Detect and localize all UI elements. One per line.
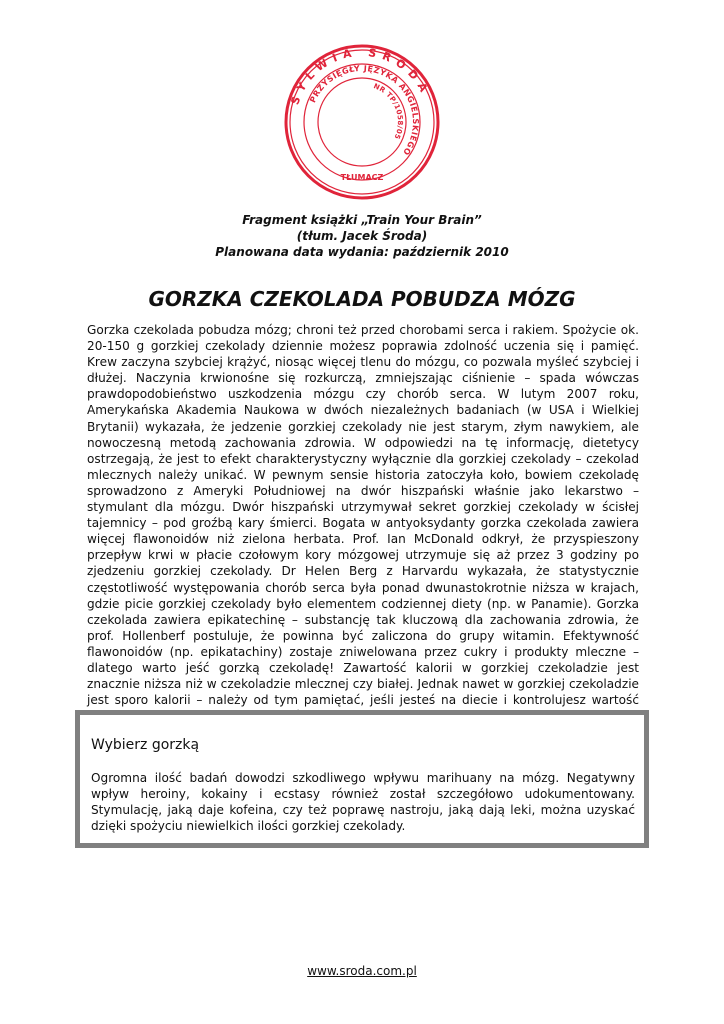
sidebar-box (75, 710, 649, 848)
stamp-middle-text: PRZYSIĘGŁY JĘZYKA ANGIELSKIEGO (308, 63, 421, 157)
sidebar-box-title: Wybierz gorzką (91, 737, 200, 753)
book-fragment-title: Fragment książki „Train Your Brain” (242, 213, 482, 227)
footer (0, 963, 724, 979)
article-body: Gorzka czekolada pobudza mózg; chroni też przed chorobami serca i rakiem. Spożycie ok. 20-150 g gorzkiej czekolady dziennie możesz poprawia zdolność uczenia się i pamięć. Krew zaczyna szybciej krążyć, niosąc więcej tlenu do mózgu, co pozwala myśleć szybciej i dłużej. Naczynia krwionośne się rozkurczą, zmniejszając ciśnienie – spada wówczas prawdopodobieństwo uszkodzenia mózgu czy chorób serca. W lutym 2007 roku, Amerykańska Akademia Naukowa w dwóch niezależnych badaniach (w USA i Wielkiej Brytanii) wykazała, że jedzenie gorzkiej czekolady nie jest starym, złym nawykiem, ale nowoczesną metodą zachowania zdrowia. W odpowiedzi na tę informację, dietetycy ostrzegają, że jest to efekt charakterystyczny wyłącznie dla gorzkiej czekolady – czekolad mlecznych należy unikać. W pewnym sensie historia zatoczyła koło, bowiem czekoladę sprowadzono z Ameryki Południowej na dwór hiszpański właśnie jako lekarstwo – stymulant dla mózgu. Dwór hiszpański utrzymywał sekret gorzkiej czekolady w ścisłej tajemnicy – pod groźbą kary śmierci. Bogata w antyoksydanty gorzka czekolada zawiera więcej flawonoidów niż zielona herbata. Prof. Ian McDonald odkrył, że przyspieszony przepływ krwi w płacie czołowym kory mózgowej utrzymuje się aż przez 3 godziny po zjedzeniu gorzkiej czekolady. Dr Helen Berg z Harvardu wykazała, że statystycznie częstotliwość występowania chorób serca była ponad dwunastokrotnie niższa w krajach, gdzie picie gorzkiej czekolady było elementem codziennej diety (np. w Panamie). Gorzka czekolada zawiera epikatechinę – substancję tak kluczową dla zachowania zdrowia, że prof. Hollenberf postuluje, że powinna być zaliczona do grupy witamin. Efektywność flawonoidów (np. epikatachiny) zostaje zniwelowana przez cukry i produkty mleczne – dlatego warto jeść gorzką czekoladę! Zawartość kalorii w gorzkiej czekoladzie jest znacznie niższa niż w czekoladzie mlecznej czy białej. Jednak nawet w gorzkiej czekoladzie jest sporo kalorii – należy od tym pamiętać, jeśli jesteś na diecie i kontrolujesz wartość (87, 323, 639, 708)
stamp-inner-text: NR TP/1058/05 (372, 82, 405, 141)
stamp-ring-4 (318, 78, 406, 166)
translator-credit: (tłum. Jacek Środa) (296, 229, 428, 243)
translator-seal-stamp (284, 44, 440, 200)
planned-release-date: Planowana data wydania: październik 2010 (215, 245, 509, 259)
book-fragment-info (0, 212, 724, 260)
stamp-bottom-text: TŁUMACZ (340, 173, 384, 182)
website-link[interactable]: www.sroda.com.pl (307, 964, 417, 978)
sidebar-box-text: Ogromna ilość badań dowodzi szkodliwego wpływu marihuany na mózg. Negatywny wpływ heroiny, kokainy i ecstasy również został szczegółowo udokumentowany. Stymulację, jaką daje kofeina, czy też poprawę nastroju, jaką dają leki, można uzyskać dzięki spożyciu niewielkich ilości gorzkiej czekolady. (91, 771, 635, 834)
stamp-outer-text: SYLWIA ŚRODA (288, 45, 433, 107)
article-title: GORZKA CZEKOLADA POBUDZA MÓZG (148, 287, 576, 311)
